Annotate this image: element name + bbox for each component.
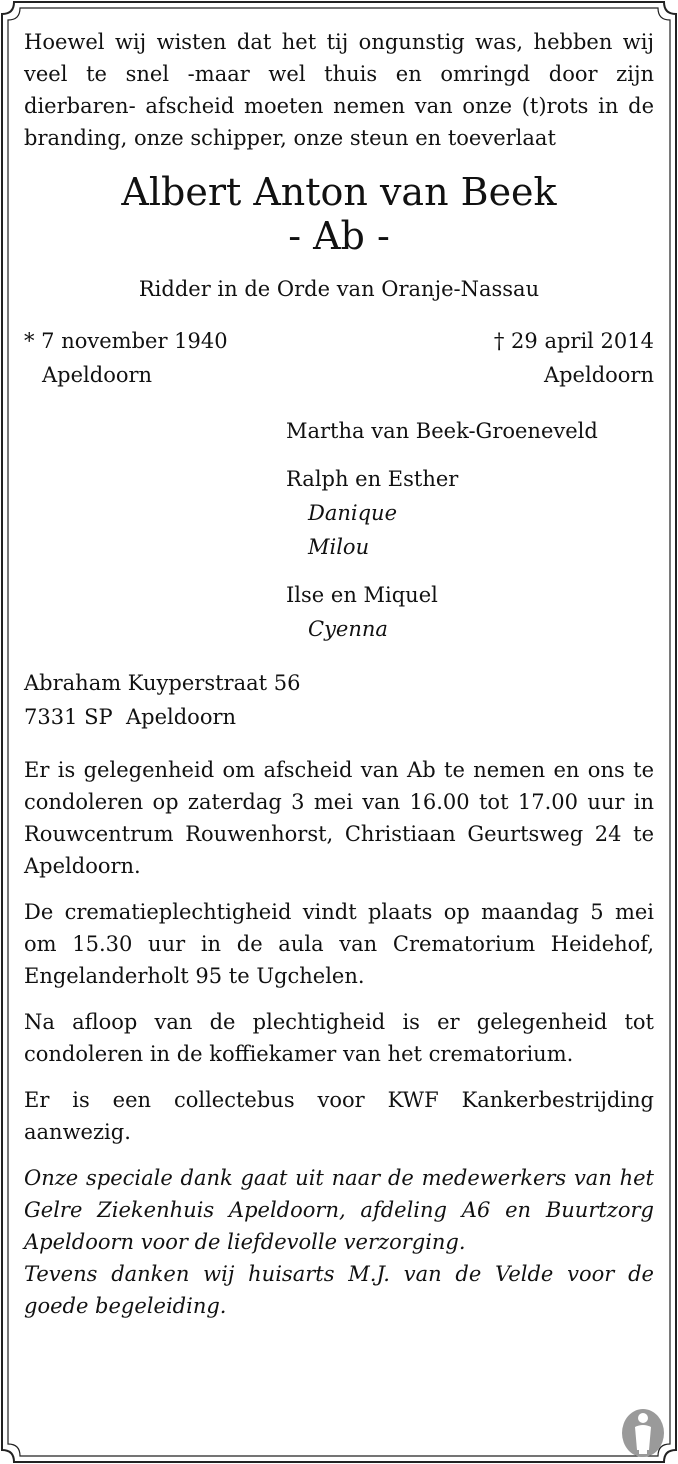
family-parents: Ilse en Miquel bbox=[286, 583, 438, 607]
death-place: Apeldoorn bbox=[543, 363, 654, 387]
family-group-1 bbox=[286, 462, 654, 564]
paragraph-collection: Er is een collectebus voor KWF Kankerbestrijding aanwezig. bbox=[24, 1088, 654, 1144]
deceased-name: Albert Anton van Beek bbox=[121, 170, 557, 214]
deceased-nickname: - Ab - bbox=[288, 214, 390, 258]
family-parents: Ralph en Esther bbox=[286, 467, 459, 491]
honor-title: Ridder in de Orde van Oranje-Nassau bbox=[138, 277, 540, 301]
thanks-section bbox=[24, 1162, 654, 1322]
family-child: Milou bbox=[308, 535, 370, 559]
paragraph-afterwards: Na afloop van de plechtigheid is er gelegenheid tot condoleren in de koffiekamer van het crematorium. bbox=[24, 1010, 654, 1066]
life-dates bbox=[24, 324, 654, 392]
spouse: Martha van Beek-Groeneveld bbox=[286, 419, 598, 443]
memorial-logo-icon bbox=[620, 1406, 666, 1458]
birth-place bbox=[24, 358, 228, 392]
birth-date: * 7 november 1940 bbox=[24, 329, 228, 353]
birth-info bbox=[24, 324, 228, 392]
death-info bbox=[494, 324, 654, 392]
address-city: 7331 SP Apeldoorn bbox=[24, 705, 237, 729]
family-list bbox=[286, 414, 654, 646]
notice-body bbox=[24, 26, 654, 1322]
death-date: † 29 april 2014 bbox=[493, 329, 654, 353]
address-street: Abraham Kuyperstraat 56 bbox=[24, 671, 301, 695]
family-group-2 bbox=[286, 578, 654, 646]
paragraph-cremation: De crematieplechtigheid vindt plaats op maandag 5 mei om 15.30 uur in de aula van Crematorium Heidehof, Engelanderholt 95 te Ugchelen. bbox=[24, 900, 654, 988]
birth-place-text: Apeldoorn bbox=[42, 363, 153, 387]
intro-text: Hoewel wij wisten dat het tij ongunstig was, hebben wij veel te snel -maar wel thuis en omringd door zijn dierbaren- afscheid moeten nemen van onze (t)rots in de branding, onze schipper, onze steun en toeverlaat bbox=[24, 30, 654, 150]
address bbox=[24, 666, 654, 734]
family-child: Danique bbox=[308, 501, 397, 525]
paragraph-condolence: Er is gelegenheid om afscheid van Ab te nemen en ons te condoleren op zaterdag 3 mei van 16.00 tot 17.00 uur in Rouwcentrum Rouwenhorst, Christiaan Geurtsweg 24 te Apeldoorn. bbox=[24, 758, 654, 878]
thanks-text-2: Tevens danken wij huisarts M.J. van de Velde voor de goede begeleiding. bbox=[24, 1262, 654, 1318]
family-child: Cyenna bbox=[308, 617, 388, 641]
thanks-text-1: Onze speciale dank gaat uit naar de medewerkers van het Gelre Ziekenhuis Apeldoorn, afdeling A6 en Buurtzorg Apeldoorn voor de liefdevolle verzorging. bbox=[24, 1166, 654, 1254]
